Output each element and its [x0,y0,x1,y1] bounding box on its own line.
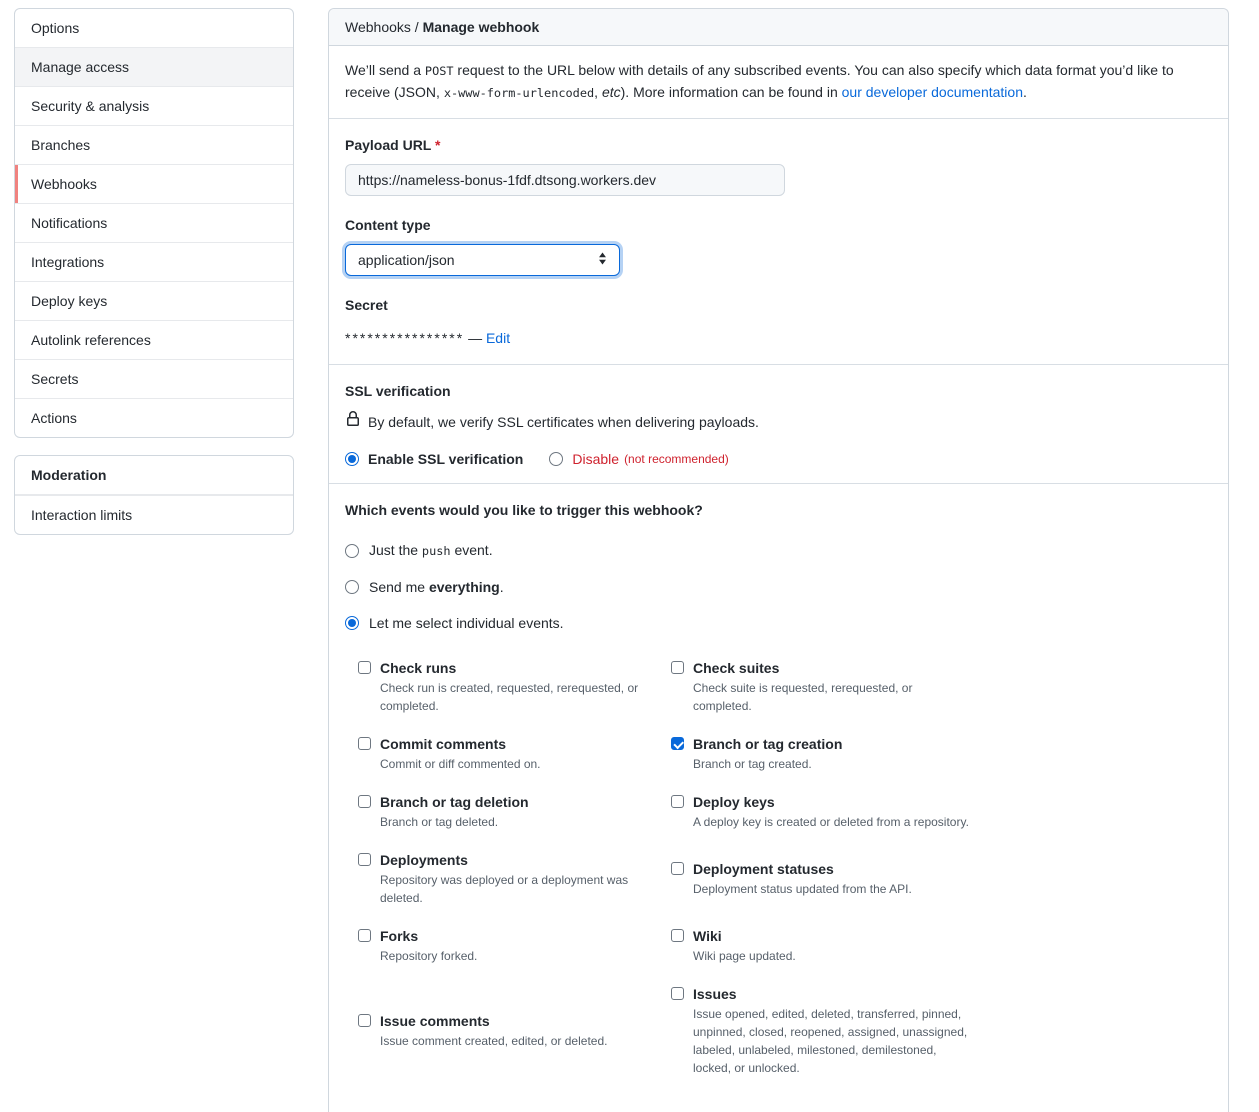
checkbox-issues[interactable] [671,987,684,1000]
push-code: push [421,544,451,558]
sidebar-item-branches[interactable]: Branches [15,125,293,164]
edit-secret-link[interactable]: Edit [485,330,511,346]
event-scope-everything[interactable]: Send me everything. [345,577,1212,597]
checkbox-deployment-statuses[interactable] [671,862,684,875]
checkbox-deployments[interactable] [358,853,371,866]
webhook-settings-main [328,8,1229,1112]
unfold-icon [598,252,607,268]
event-deployment-statuses[interactable]: Deployment statuses Deployment status updated from the API. [671,859,971,898]
individual-events-radio[interactable] [345,616,359,630]
event-branch-or-tag-deletion[interactable]: Branch or tag deletion Branch or tag deleted. [358,792,671,831]
checkbox-commit-comments[interactable] [358,737,371,750]
sidebar-item-actions[interactable]: Actions [15,398,293,437]
content-type-select[interactable] [345,244,620,276]
sidebar-item-webhooks[interactable]: Webhooks [15,164,293,203]
ssl-enable-option[interactable]: Enable SSL verification [345,451,523,467]
breadcrumb-webhooks-link[interactable]: Webhooks [345,19,411,35]
checkbox-issue-comments[interactable] [358,1014,371,1027]
secret-group [345,295,1212,348]
checkbox-branch-or-tag-deletion[interactable] [358,795,371,808]
secret-label: Secret [345,297,388,313]
event-branch-or-tag-creation[interactable]: Branch or tag creation Branch or tag created. [671,734,971,773]
event-issues[interactable]: Issues Issue opened, edited, deleted, transferred, pinned, unpinned, closed, reopened, assigned, unassigned, labeled, unlabeled, milestoned, demilestoned, locked, or unlocked. [671,984,971,1077]
checkbox-branch-or-tag-creation[interactable] [671,737,684,750]
breadcrumb [329,9,1228,46]
sidebar-item-deploy-keys[interactable]: Deploy keys [15,281,293,320]
checkbox-forks[interactable] [358,929,371,942]
events-grid-row [358,658,1212,715]
sidebar-item-secrets[interactable]: Secrets [15,359,293,398]
events-grid-row [358,734,1212,773]
checkbox-check-runs[interactable] [358,661,371,674]
send-everything-radio[interactable] [345,580,359,594]
secret-value-line: **************** — Edit [345,330,511,346]
event-deploy-keys[interactable]: Deploy keys A deploy key is created or deleted from a repository. [671,792,971,831]
event-scope-individual[interactable]: Let me select individual events. [345,613,1212,633]
sidebar-item-interaction-limits[interactable]: Interaction limits [15,495,293,534]
developer-documentation-link[interactable]: our developer documentation [841,84,1023,100]
event-deployments[interactable]: Deployments Repository was deployed or a deployment was deleted. [358,850,671,907]
event-issue-comments[interactable]: Issue comments Issue comment created, edited, or deleted. [358,1011,671,1050]
ssl-disable-option[interactable]: Disable (not recommended) [549,451,728,467]
ssl-verification-note: By default, we verify SSL certificates when delivering payloads. [345,411,1212,432]
moderation-section-header: Moderation [15,456,293,495]
ssl-verification-title: SSL verification [345,383,451,399]
breadcrumb-separator: / [414,19,419,35]
sidebar-item-notifications[interactable]: Notifications [15,203,293,242]
settings-sidebar [14,8,294,1112]
content-type-label: Content type [345,217,431,233]
events-grid-row [358,850,1212,907]
event-check-suites[interactable]: Check suites Check suite is requested, rerequested, or completed. [671,658,971,715]
webhook-form-section [329,119,1228,364]
ssl-radio-group [345,451,1212,467]
events-grid [358,658,1212,1077]
page-title: Manage webhook [422,19,540,35]
checkbox-deploy-keys[interactable] [671,795,684,808]
moderation-nav [14,455,294,535]
checkbox-wiki[interactable] [671,929,684,942]
sidebar-item-autolink-references[interactable]: Autolink references [15,320,293,359]
event-check-runs[interactable]: Check runs Check run is created, requested, rerequested, or completed. [358,658,671,715]
event-commit-comments[interactable]: Commit comments Commit or diff commented on. [358,734,671,773]
required-asterisk: * [435,137,441,153]
sidebar-item-integrations[interactable]: Integrations [15,242,293,281]
events-grid-row [358,792,1212,831]
urlencoded-code: x-www-form-urlencoded [443,86,595,100]
content-type-selected-value: application/json [358,252,455,268]
events-question: Which events would you like to trigger this webhook? [345,502,703,518]
events-grid-row [358,926,1212,965]
post-code: POST [424,64,454,78]
enable-ssl-radio[interactable] [345,452,359,466]
ssl-verification-section [329,364,1228,483]
disable-ssl-radio[interactable] [549,452,563,466]
lock-icon [345,411,361,432]
checkbox-check-suites[interactable] [671,661,684,674]
secret-masked-value: **************** [345,330,465,346]
content-type-group [345,215,1212,276]
repo-settings-nav [14,8,294,438]
events-grid-row [358,984,1212,1077]
payload-url-input[interactable] [345,164,785,196]
events-section [329,483,1228,1112]
event-wiki[interactable]: Wiki Wiki page updated. [671,926,971,965]
webhook-intro-text: We’ll send a POST request to the URL below with details of any subscribed events. You can also specify which data format you’d like to receive (JSON, x-www-form-urlencoded, etc). More information can be found in our developer documentation. [329,46,1228,119]
just-push-radio[interactable] [345,544,359,558]
sidebar-item-manage-access[interactable]: Manage access [15,47,293,86]
payload-url-label: Payload URL * [345,137,441,153]
event-forks[interactable]: Forks Repository forked. [358,926,671,965]
sidebar-item-options[interactable]: Options [31,20,80,36]
sidebar-item-security-analysis[interactable]: Security & analysis [15,86,293,125]
event-scope-just-push[interactable]: Just the push event. [345,540,1212,561]
manage-webhook-panel [328,8,1229,1112]
